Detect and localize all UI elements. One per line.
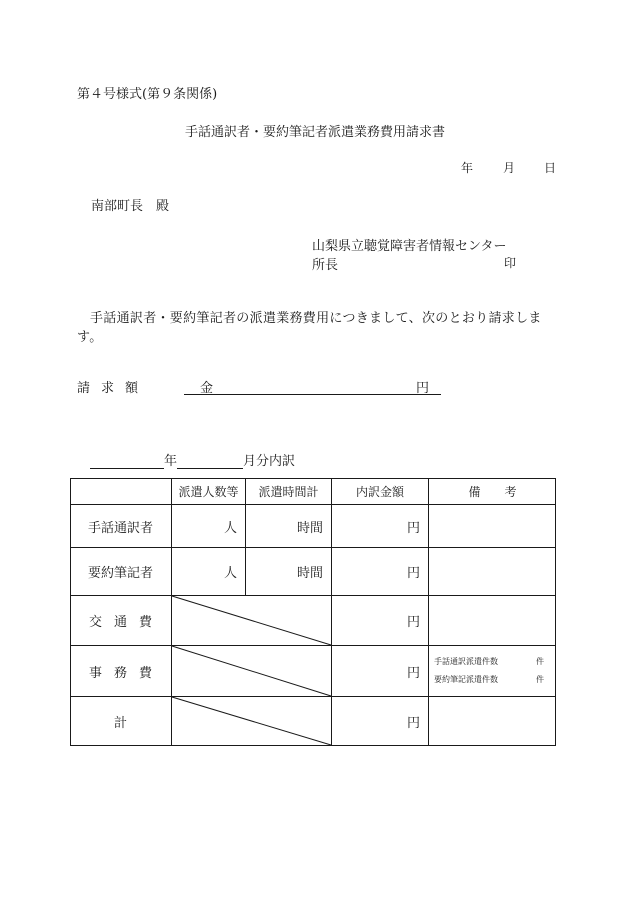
amount-unit: 円 [406, 520, 420, 536]
count-unit: 人 [223, 566, 237, 581]
breakdown-period [90, 450, 295, 469]
breakdown-month-field[interactable] [177, 454, 243, 469]
date-year-label: 年 [461, 161, 474, 175]
amount-field-total[interactable] [332, 697, 428, 745]
sender-organization: 山梨県立聴覚障害者情報センター [312, 239, 507, 254]
hours-unit: 時間 [296, 566, 323, 581]
count-field-summary-writer[interactable] [172, 548, 245, 595]
sender-title: 所長 [312, 258, 339, 273]
hours-field-summary-writer[interactable] [246, 548, 331, 595]
note-interpreter-cases: 手話通訳派遣件数 件 [434, 657, 544, 666]
amount-field-summary-writer[interactable] [332, 548, 428, 595]
header-remarks: 備 考 [468, 484, 517, 499]
breakdown-month-suffix: 月分内訳 [243, 454, 296, 469]
claim-unit: 円 [416, 381, 430, 396]
hours-field-interpreter[interactable] [246, 505, 331, 547]
amount-field-transport[interactable] [332, 596, 428, 645]
diagonal-strike [172, 596, 331, 645]
date-month-label: 月 [503, 161, 516, 175]
count-field-interpreter[interactable] [172, 505, 245, 547]
row-label-office-expense: 事務費 [88, 665, 164, 681]
breakdown-table [70, 478, 556, 746]
remarks-field-summary-writer[interactable] [429, 548, 556, 595]
date-day-label: 日 [544, 161, 557, 175]
header-dispatch-hours: 派遣時間計 [258, 484, 319, 499]
amount-unit: 円 [406, 715, 420, 731]
count-unit: 人 [223, 520, 237, 536]
amount-field-interpreter[interactable] [332, 505, 428, 547]
hours-unit: 時間 [296, 520, 323, 536]
remarks-field-interpreter[interactable] [429, 505, 556, 547]
row-label-total: 計 [113, 715, 127, 731]
row-label-summary-writer: 要約筆記者 [87, 566, 153, 581]
remarks-field-total[interactable] [429, 697, 556, 745]
form-label: 第４号様式(第９条関係) [77, 87, 218, 102]
remarks-field-transport[interactable] [429, 596, 556, 645]
note-summary-writer-cases: 要約筆記派遣件数 件 [434, 675, 544, 684]
header-dispatch-count: 派遣人数等 [178, 484, 239, 499]
row-label-interpreter: 手話通訳者 [87, 520, 153, 536]
row-label-transport: 交通費 [88, 615, 164, 630]
amount-unit: 円 [406, 615, 420, 630]
header-amount: 内訳金額 [355, 484, 404, 499]
recipient: 南部町長 殿 [91, 199, 170, 214]
claim-amount-label: 請求額 [77, 381, 150, 396]
amount-unit: 円 [406, 566, 420, 581]
diagonal-strike [172, 697, 331, 745]
breakdown-year-suffix: 年 [164, 454, 178, 469]
amount-field-office-expense[interactable] [332, 646, 428, 696]
diagonal-strike [172, 646, 331, 696]
claim-prefix: 金 [200, 381, 214, 396]
breakdown-year-field[interactable] [90, 454, 164, 469]
remarks-office-expense [434, 653, 544, 689]
body-text: 手話通訳者・要約筆記者の派遣業務費用につきまして、次のとおり請求します。 [77, 311, 542, 345]
document-title: 手話通訳者・要約筆記者派遣業務費用請求書 [184, 125, 445, 140]
claim-amount-field[interactable] [184, 377, 441, 395]
seal-mark: 印 [504, 256, 517, 270]
amount-unit: 円 [406, 665, 420, 681]
